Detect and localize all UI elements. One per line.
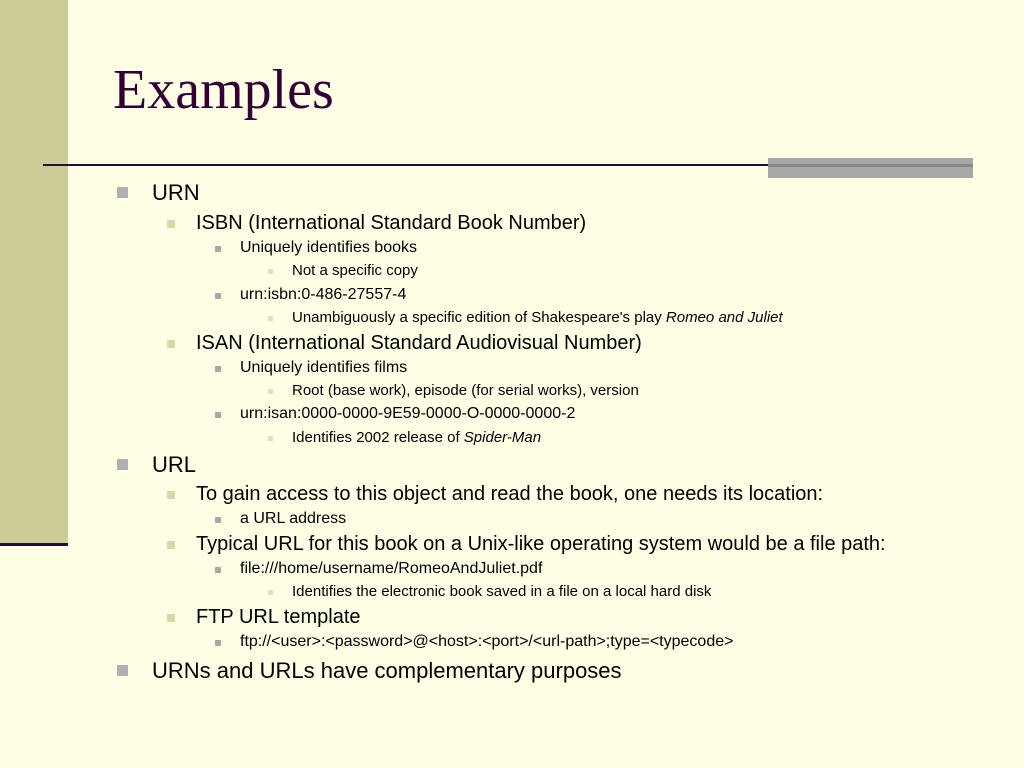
title-romeo-and-juliet: Romeo and Juliet [665,309,783,326]
title-spider-man: Spider-Man [463,429,542,446]
bullet-typical-url: Typical URL for this book on a Unix-like operating system would be a file path: [196,533,886,555]
bullet-unambiguously-text: Unambiguously a specific edition of Shakespeare's play [292,309,666,326]
bullet-isbn-identifies: Uniquely identifies books [240,239,417,256]
bullet-urn-isan: urn:isan:0000-0000-9E59-0000-O-0000-0000-2 [240,405,576,422]
bullet-spider-man [292,430,541,445]
level3-bullet-icon [215,567,221,573]
bullet-url-address: a URL address [240,510,347,527]
bullet-unambiguously [292,310,783,325]
bullet-not-specific-copy: Not a specific copy [292,262,418,279]
level3-bullet-icon [215,293,221,299]
level2-bullet-icon [167,614,175,622]
level2-bullet-icon [167,340,175,348]
bullet-ftp-template: FTP URL template [196,606,361,628]
level4-bullet-icon [268,590,273,595]
level4-bullet-icon [268,316,273,321]
level2-bullet-icon [167,541,175,549]
bullet-urn: URN [152,180,200,205]
level1-bullet-icon [117,665,128,676]
level1-bullet-icon [117,187,128,198]
bullet-url: URL [152,452,197,477]
slide-title: Examples [113,59,334,121]
bullet-spider-man-text: Identifies 2002 release of [292,429,464,446]
bullet-isan: ISAN (International Standard Audiovisual Number) [196,332,642,354]
level3-bullet-icon [215,640,221,646]
bullet-ftp-url: ftp://<user>:<password>@<host>:<port>/<url-path>;type=<typecode> [240,633,734,650]
bullet-gain-access: To gain access to this object and read the book, one needs its location: [196,483,824,505]
level4-bullet-icon [268,269,273,274]
bullet-isan-identifies: Uniquely identifies films [240,359,408,376]
level2-bullet-icon [167,491,175,499]
bullet-root-base-work: Root (base work), episode (for serial works), version [292,382,639,399]
bullet-urn-isbn: urn:isbn:0-486-27557-4 [240,286,407,303]
level2-bullet-icon [167,220,175,228]
level3-bullet-icon [215,517,221,523]
level3-bullet-icon [215,366,221,372]
bullet-isbn: ISBN (International Standard Book Number) [196,212,587,234]
level4-bullet-icon [268,436,273,441]
level3-bullet-icon [215,412,221,418]
level3-bullet-icon [215,246,221,252]
level4-bullet-icon [268,389,273,394]
bullet-complementary: URNs and URLs have complementary purposes [152,658,622,683]
bullet-identifies-ebook: Identifies the electronic book saved in a file on a local hard disk [292,583,712,600]
bullet-file-path: file:///home/username/RomeoAndJuliet.pdf [240,560,543,577]
level1-bullet-icon [117,459,128,470]
